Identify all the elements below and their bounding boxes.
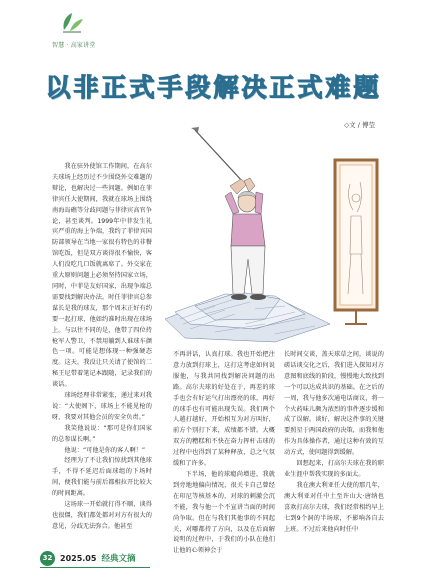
page-footer — [40, 550, 135, 566]
newspaper-pile — [165, 292, 330, 342]
paragraph: 我在驻外使馆工作期间，在高尔夫球场上经历过不少围绕外交难题的辩论，也解决过一些问题。例如在菲律宾任大使期间，我就在球场上围绕南海岛礁等分歧问题与菲律宾高官争论，甚至谈判。1999年中菲发生礼宾严重的海上争端，我约了菲律宾国防部领导在当地一家很有特色的非餐馆吃饭，但是双方谈得很不愉快，客人们没吃几口饭就离席了。外交家在重大原则问题上必须坚持国家立场，同时，中菲是友好国家，出现争端总需要找到解决办法。时任菲律宾总参谋长是我的球友，那个周末正好有约要一起打球，他如约准时出现在球场上。与以往不同的是，他带了四位持枪军人警卫，不禁用躺到人谁球车颜色一项。可能是想体现一种强硬态度。这天，我没让只关请了使馆的二秘王尼带着笔记本跟随，记录我们的谈话。 — [52, 163, 152, 389]
paragraph: 我笑他说说：“那可是你们国家的总参谋长啊。” — [52, 424, 152, 443]
section-label: 智慧 · 高家讲堂 — [52, 42, 96, 49]
article-column-3 — [284, 350, 384, 535]
footer-divider — [40, 567, 150, 568]
paragraph: 下半场，他的球瘾尚增进，我就到旁地地偏向情况，很关卡自己曾经在印尼等核基本的，对球的刺激会沉不能，我与他一个不宣讲当面的时间尚争取。但在与我们其他事的不同起关，对哪都持了方向，以及在后面解说明的过程中，于我们的小队在他们让他的心领神会于 — [173, 470, 275, 555]
article-column-1 — [52, 162, 152, 533]
paragraph: 长时间交谈，盖天球草之间，谈说的磋话谈交化之后，我们进入探知对方意图和底线的阶段，慢慢地大致找到一个可以达成共识的基础。在之后的一周，我与他多次通电话商议，将一个火药味儿颇为浓烈的事件逐步缓和成了误解。谈好，解决这件事的关键要照星于两国政府的决策，而我和他作为具体操作者，通过这种有效的互动方式，使问题得到缓解。 — [284, 351, 384, 457]
golfer-with-mirror-image — [155, 124, 383, 346]
golf-club — [195, 130, 243, 182]
leaf-logo-icon — [54, 10, 88, 34]
mirror-frame — [335, 160, 377, 324]
magazine-name: 经典文摘 — [101, 554, 136, 564]
paragraph: 经理为了不让我们惊扰到其他球手，不得不延迟后面球组的下场时间，便我们能与前后都相拉开比较大的时间距离。 — [52, 457, 152, 498]
paragraph: 球场经理非常紧张，递过来对我说：“大使阁下，球场上不能见枪的呀，我要对其他会员的安全负责。” — [52, 392, 152, 421]
article-column-2 — [173, 350, 275, 557]
paragraph: 不再讲话，认真打球。我也开始把注意力放到打球上，这打这考虑如何说服他，与我共同找到解决问题的出路。高尔夫球的好处在于，再差的球手也会有好运气打出漂亮的球，再好的球手也有可能出现失误。我们两个人越打越好，开始相互为对方叫好，前方个别打下来，成绩都不错。大概双方的糟糕和不快在奋力挥杆击球的过程中也得到了某种释放，总之气氛缓和了许多。 — [173, 351, 275, 468]
article-title: 以非正式手段解决正式难题 — [45, 73, 382, 102]
article-author: ◇文 / 傅莹 — [344, 121, 375, 129]
paragraph: 我在澳大利亚任大使的那几年，澳大利亚对任中土至许山大·唐纳也喜欢打高尔夫球，我们经常相约早上七到9个洞的半场球，不影响各自去上班。不过后来他向时任中 — [284, 481, 384, 533]
paragraph: 这场球一开始就打得不顺，谈得也很僵，我们都处都对对方有很大的意见，分歧无法弥合。他甚至 — [52, 501, 152, 530]
paragraph: 他说：“可他是你的客人啊！” — [64, 446, 146, 454]
page-number-badge: 32 — [40, 551, 55, 566]
golfer-illustration — [155, 124, 383, 346]
issue-date: 2025.05 — [60, 553, 97, 563]
paragraph: 回想起来，打高尔夫球在我的职业生涯中帮我实现的多面太。 — [284, 460, 384, 478]
